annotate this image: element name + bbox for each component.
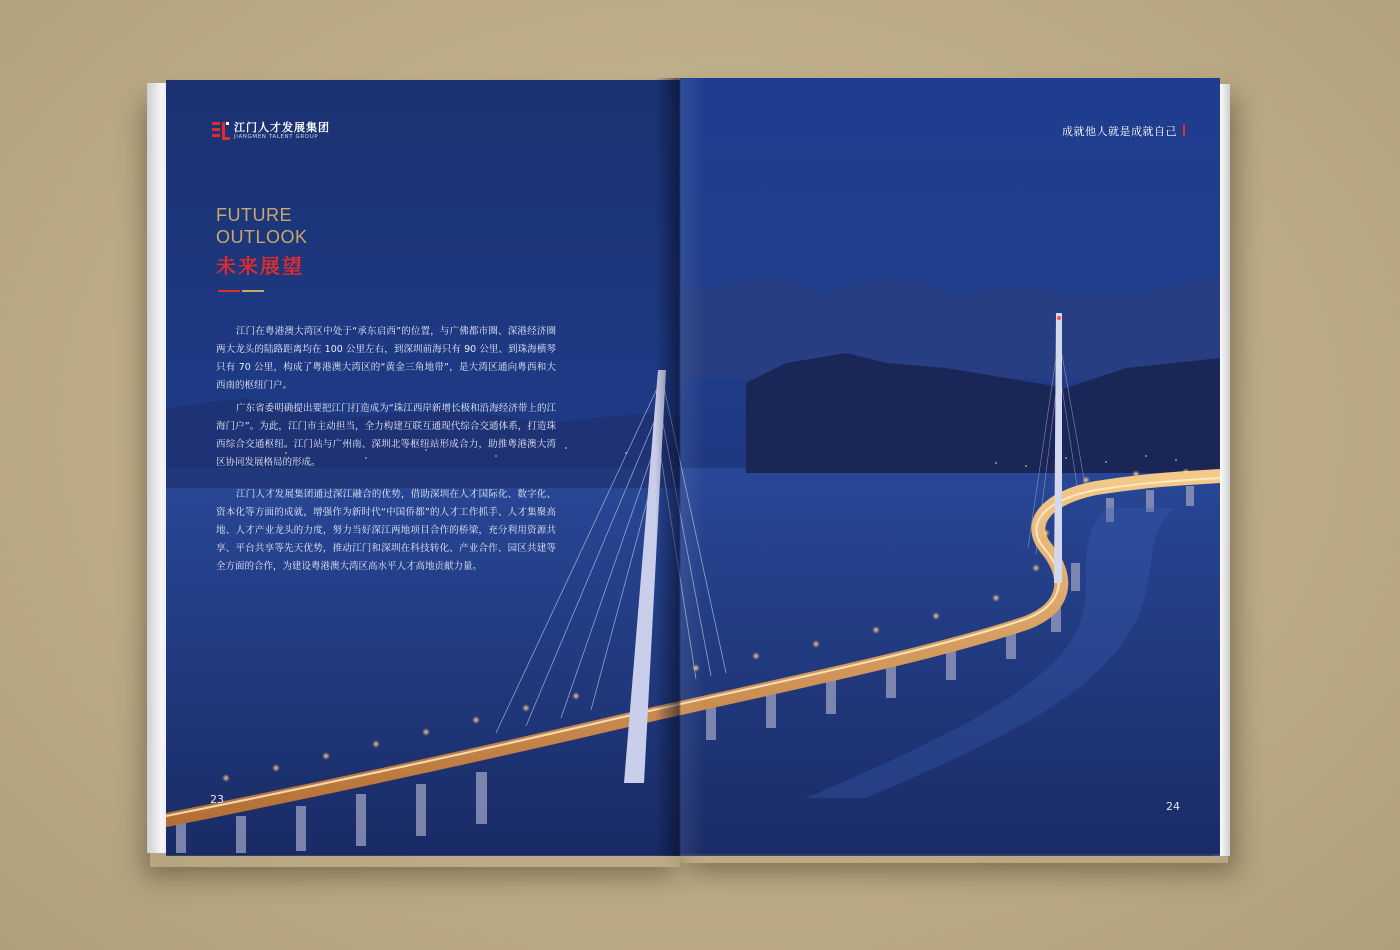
- brand-logo-icon: [212, 120, 230, 142]
- page-number-right: 24: [1166, 800, 1180, 813]
- mountains-far: [680, 278, 1220, 378]
- heading-en-line2: OUTLOOK: [216, 227, 308, 247]
- heading-en: [216, 204, 308, 248]
- slogan: 成就他人就是成就自己: [1062, 125, 1177, 138]
- divider-red: [218, 290, 240, 292]
- brand-name-zh: 江门人才发展集团: [234, 120, 330, 134]
- slogan-accent-bar: [1183, 124, 1185, 136]
- brand-name-en: JIANGMEN TALENT GROUP: [234, 133, 319, 140]
- pylon-beacon: [1057, 316, 1061, 320]
- divider-gold: [242, 290, 264, 292]
- paragraph-1: 江门在粤港澳大湾区中处于“承东启西”的位置，与广佛都市圈、深港经济圈两大龙头的陆路距离均在 100 公里左右，到深圳前海只有 90 公里、到珠海横琴只有 70 公里，构成了粤港澳大湾区的“黄金三角地带”，是大湾区通向粤西和大西南的枢纽门户。: [216, 325, 556, 391]
- heading-en-line1: FUTURE: [216, 205, 292, 225]
- paragraph-2: 广东省委明确提出要把江门打造成为“珠江西岸新增长极和沿海经济带上的江海门户”。为此，江门市主动担当，全力构建互联互通现代综合交通体系，打造珠西综合交通枢纽。江门站与广州南、深圳北等枢纽站形成合力，助推粤港澳大湾区协同发展格局的形成。: [216, 402, 556, 468]
- page-number-left: 23: [210, 793, 224, 806]
- heading-zh: 未来展望: [216, 254, 304, 278]
- brand-logo: [212, 120, 330, 142]
- paragraph-3: 江门人才发展集团通过深江融合的优势，借助深圳在人才国际化、数字化、资本化等方面的成就，增强作为新时代“中国侨都”的人才工作抓手、人才集聚高地、人才产业龙头的力度，努力当好深江两地项目合作的桥梁，充分利用资源共享、平台共享等先天优势，推动江门和深圳在科技转化、产业合作、园区共建等全方面的合作，为建设粤港澳大湾区高水平人才高地贡献力量。: [216, 488, 556, 572]
